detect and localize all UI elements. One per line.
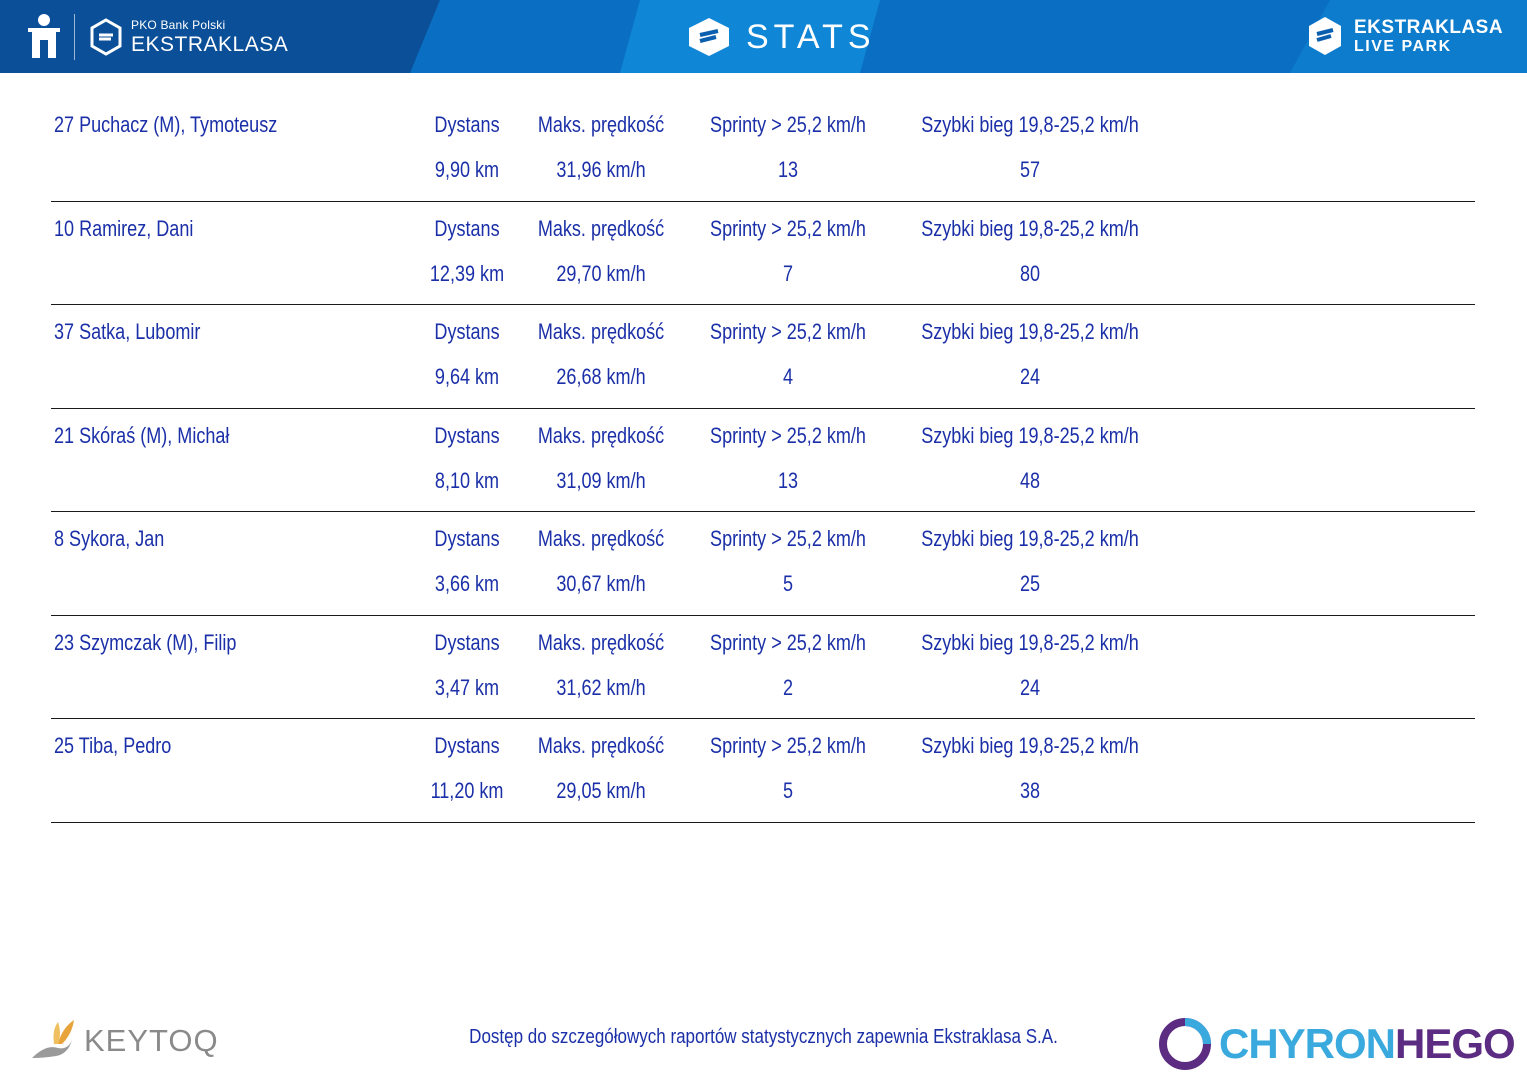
player-name: 23 Szymczak (M), Filip (54, 629, 237, 655)
sprints-value-text: 13 (777, 467, 799, 493)
fast-run-label-text: Szybki bieg 19,8-25,2 km/h (921, 629, 1139, 655)
player-name: 37 Satka, Lubomir (54, 319, 201, 344)
max-speed-value-text: 31,62 km/h (556, 674, 646, 700)
max-speed-value-text: 31,96 km/h (556, 157, 646, 182)
max-speed-label-text: Maks. prędkość (537, 319, 665, 344)
fast-run-value-text: 24 (1019, 364, 1041, 389)
max-speed-label-text: Maks. prędkość (537, 422, 665, 448)
fast-run-value-text: 80 (1019, 260, 1041, 286)
header-bar (0, 0, 1527, 73)
player-name: 10 Ramirez, Dani (54, 215, 194, 241)
sprints-label-text: Sprinty > 25,2 km/h (710, 733, 866, 758)
distance-label-text: Dystans (434, 629, 500, 655)
sprints-value-text: 2 (782, 674, 794, 700)
distance-label-text: Dystans (434, 215, 500, 241)
stats-title (686, 14, 876, 60)
sprints-value-text: 5 (782, 571, 794, 596)
keytoq-bird-icon (28, 1014, 78, 1068)
sprints-value-text: 13 (777, 157, 799, 182)
chyronhego-ring-icon (1157, 1016, 1213, 1072)
table-row (51, 719, 1475, 823)
fast-run-value-text: 25 (1019, 571, 1041, 596)
ekstraklasa-emblem-icon (89, 18, 123, 56)
fast-run-value-text: 24 (1019, 674, 1041, 700)
sprints-label-text: Sprinty > 25,2 km/h (710, 526, 866, 551)
brand-divider (74, 14, 75, 60)
max-speed-value-text: 30,67 km/h (556, 571, 646, 596)
max-speed-value-text: 29,70 km/h (556, 260, 646, 286)
distance-value-text: 11,20 km (430, 778, 504, 803)
fast-run-label-text: Szybki bieg 19,8-25,2 km/h (921, 215, 1139, 241)
sprints-value-text: 5 (782, 778, 794, 803)
page-title: STATS (746, 17, 876, 56)
max-speed-label-text: Maks. prędkość (537, 629, 665, 655)
sprints-label-text: Sprinty > 25,2 km/h (710, 319, 866, 344)
sprints-label-text: Sprinty > 25,2 km/h (710, 629, 866, 655)
max-speed-label-text: Maks. prędkość (537, 733, 665, 758)
live-park-line2: LIVE PARK (1354, 37, 1452, 55)
chyron-part: CHYRON (1219, 1020, 1396, 1067)
max-speed-value-text: 31,09 km/h (556, 467, 646, 493)
footer-note: Dostęp do szczegółowych raportów statystycznych zapewnia Ekstraklasa S.A. (469, 1026, 1058, 1048)
distance-value-text: 3,66 km (434, 571, 500, 596)
table-row (51, 512, 1475, 616)
live-park-brand (1306, 15, 1503, 57)
distance-value-text: 8,10 km (434, 467, 500, 493)
keytoq-wordmark: KEYTOQ (84, 1023, 219, 1058)
distance-label-text: Dystans (434, 733, 500, 758)
distance-value-text: 3,47 km (434, 674, 500, 700)
chyronhego-logo (1157, 1016, 1515, 1072)
distance-label-text: Dystans (434, 422, 500, 448)
hego-part: HEGO (1395, 1020, 1515, 1067)
distance-value-text: 12,39 km (429, 260, 505, 286)
player-stats-list (51, 98, 1475, 823)
distance-label-text: Dystans (434, 112, 500, 137)
live-park-emblem-icon (1306, 15, 1344, 57)
distance-value-text: 9,90 km (434, 157, 500, 182)
distance-label-text: Dystans (434, 526, 500, 551)
sprints-value-text: 4 (782, 364, 794, 389)
fast-run-label-text: Szybki bieg 19,8-25,2 km/h (921, 526, 1139, 551)
fast-run-label-text: Szybki bieg 19,8-25,2 km/h (921, 733, 1139, 758)
fast-run-label-text: Szybki bieg 19,8-25,2 km/h (921, 319, 1139, 344)
league-brand (26, 10, 288, 64)
live-park-text (1354, 18, 1503, 55)
fast-run-value-text: 38 (1019, 778, 1041, 803)
sprints-value-text: 7 (782, 260, 794, 286)
pko-logo-icon (26, 12, 62, 62)
live-park-line1: EKSTRAKLASA (1354, 16, 1504, 38)
fast-run-value-text: 48 (1019, 467, 1041, 493)
bank-name: PKO Bank Polski (131, 18, 226, 32)
fast-run-label-text: Szybki bieg 19,8-25,2 km/h (921, 422, 1139, 448)
table-row (51, 616, 1475, 720)
fast-run-value-text: 57 (1019, 157, 1041, 182)
max-speed-value-text: 26,68 km/h (556, 364, 646, 389)
fast-run-label-text: Szybki bieg 19,8-25,2 km/h (921, 112, 1139, 137)
league-name: EKSTRAKLASA (131, 33, 289, 56)
table-row (51, 98, 1475, 202)
player-name: 21 Skóraś (M), Michał (54, 422, 230, 448)
distance-label-text: Dystans (434, 319, 500, 344)
chyronhego-wordmark (1219, 1020, 1515, 1067)
player-name: 27 Puchacz (M), Tymoteusz (54, 112, 278, 137)
sprints-label-text: Sprinty > 25,2 km/h (710, 112, 866, 137)
table-row (51, 305, 1475, 409)
max-speed-label-text: Maks. prędkość (537, 526, 665, 551)
max-speed-label-text: Maks. prędkość (537, 215, 665, 241)
table-row (51, 409, 1475, 513)
sprints-label-text: Sprinty > 25,2 km/h (710, 215, 866, 241)
distance-value-text: 9,64 km (434, 364, 500, 389)
player-name: 8 Sykora, Jan (54, 526, 165, 551)
max-speed-value-text: 29,05 km/h (556, 778, 646, 803)
max-speed-label-text: Maks. prędkość (537, 112, 665, 137)
sprints-label-text: Sprinty > 25,2 km/h (710, 422, 866, 448)
table-row (51, 202, 1475, 306)
league-brand-text (131, 19, 288, 55)
stats-emblem-icon (686, 16, 732, 58)
player-name: 25 Tiba, Pedro (54, 733, 172, 758)
